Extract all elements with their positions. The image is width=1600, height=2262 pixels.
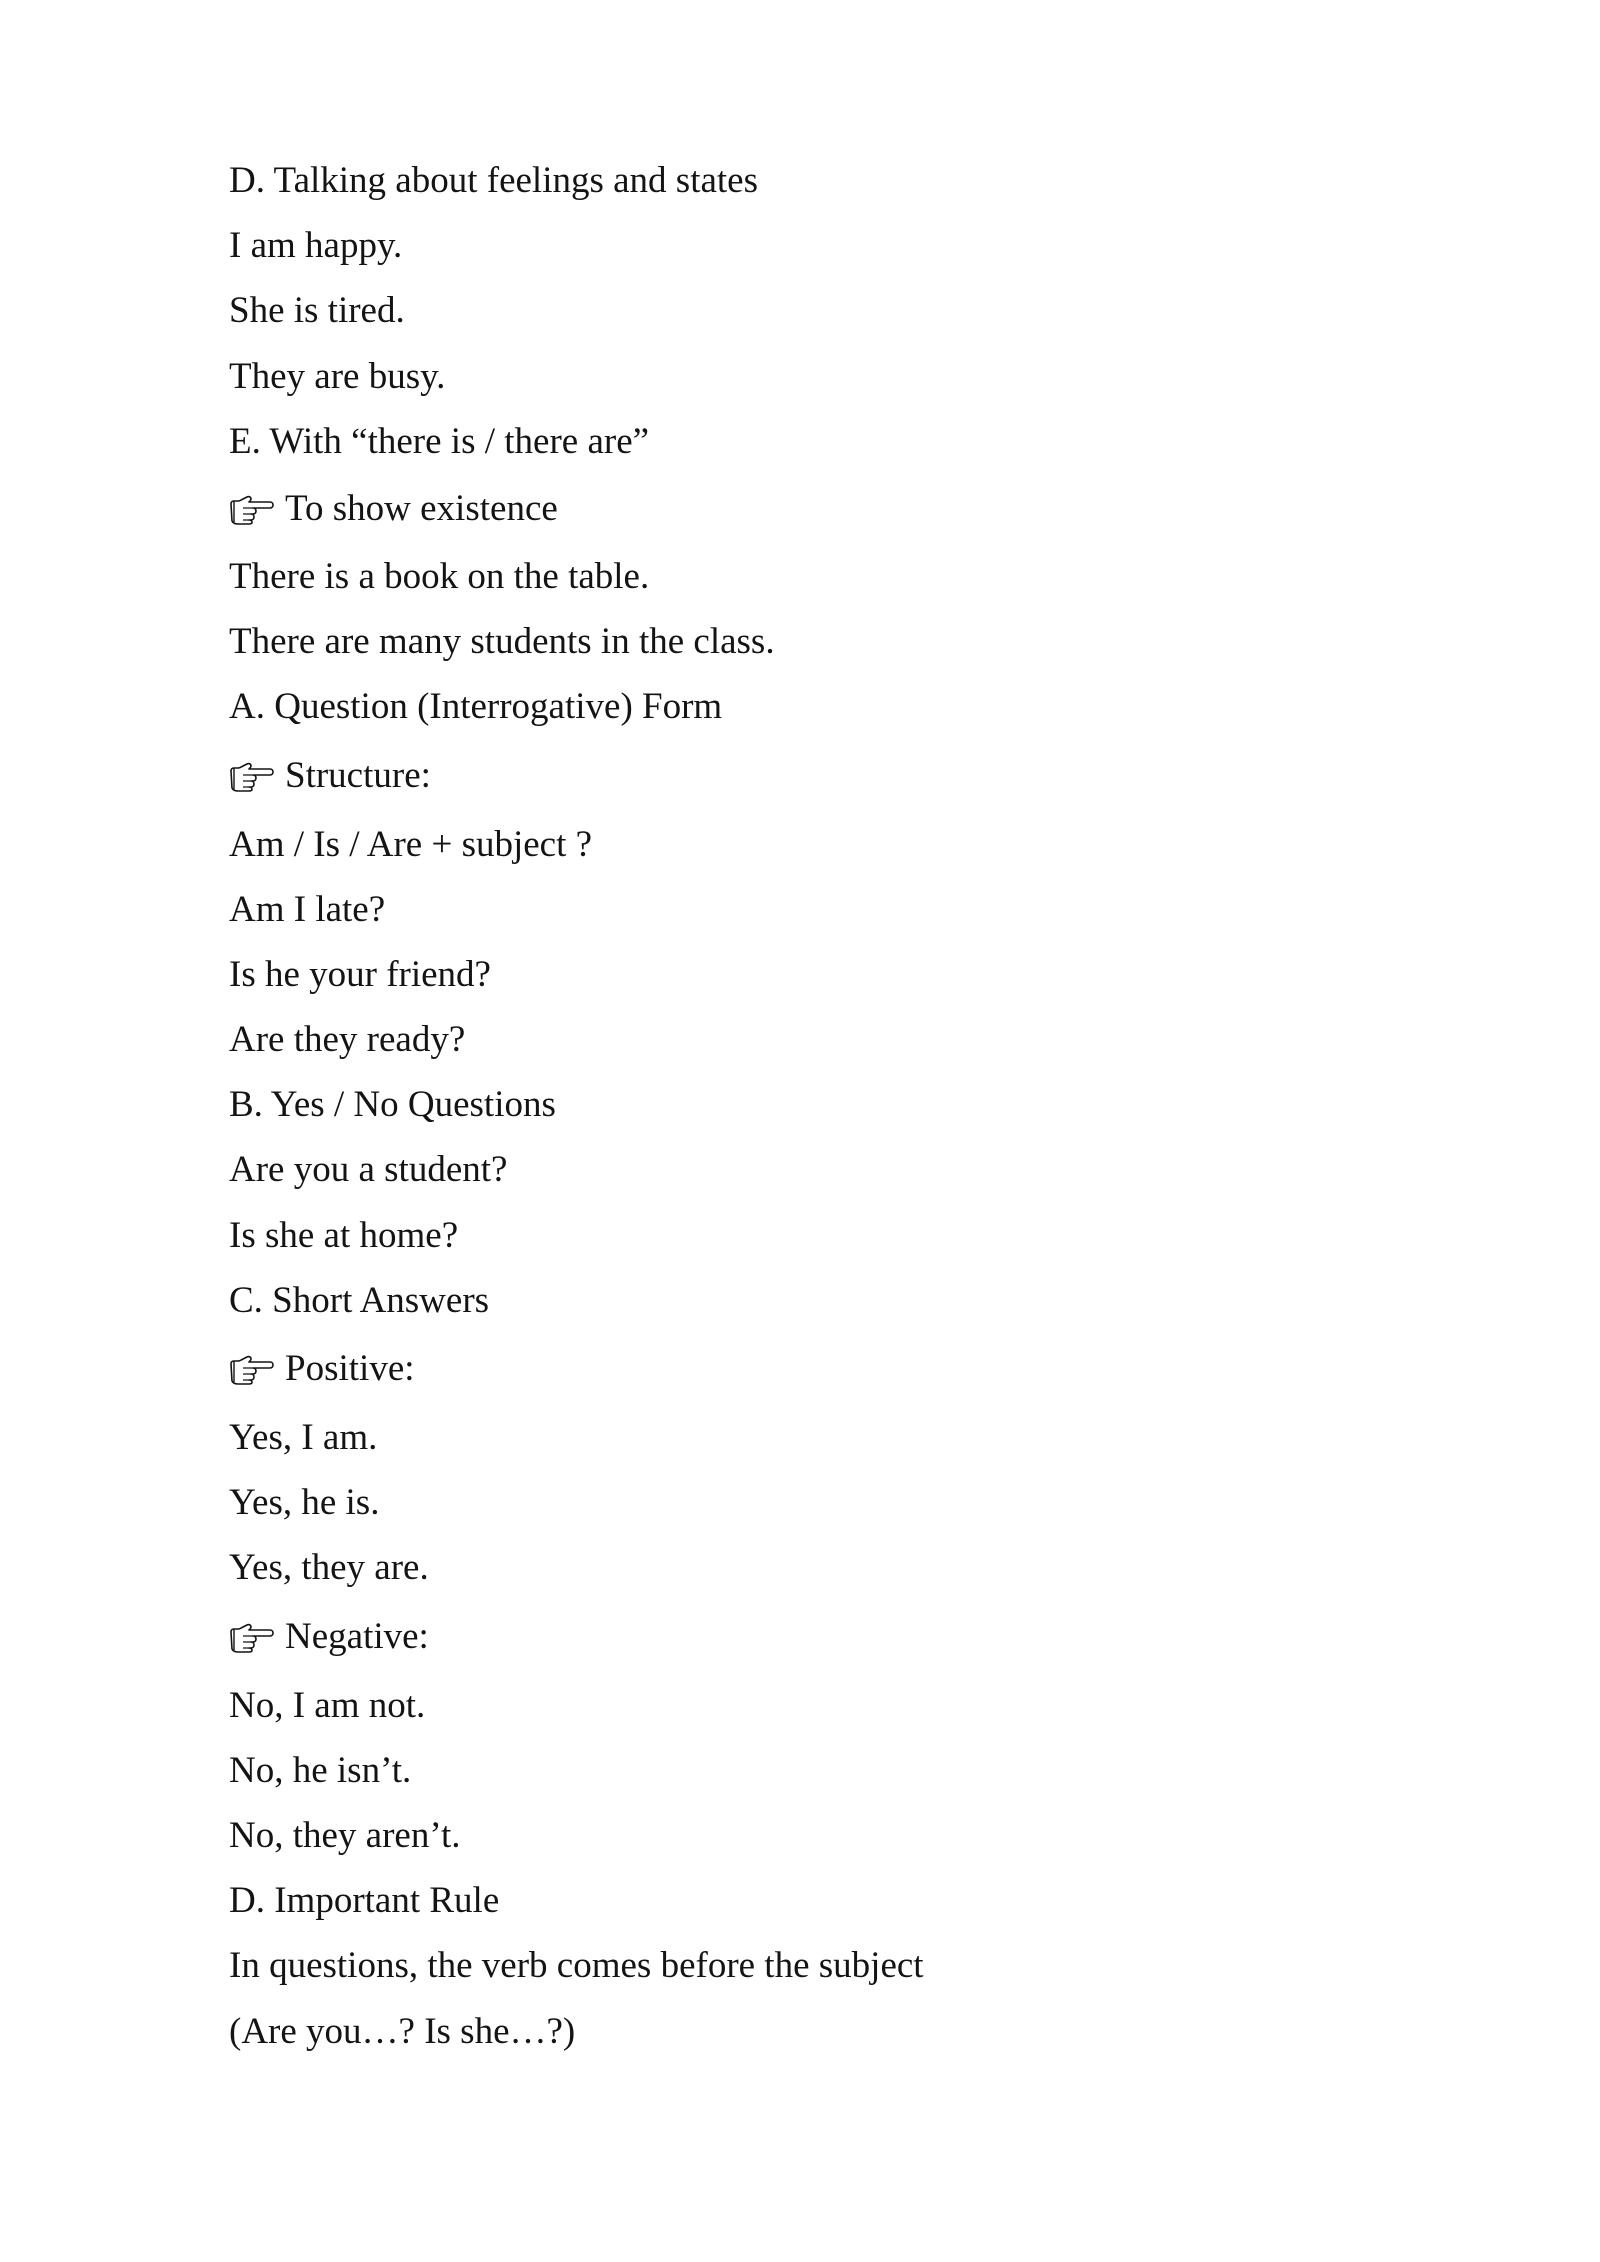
line-text: No, I am not.: [229, 1684, 426, 1726]
line-text: Structure:: [285, 754, 431, 796]
text-line: [229, 674, 1379, 739]
line-text: Am / Is / Are + subject ?: [229, 823, 593, 865]
text-line: [229, 544, 1379, 609]
text-line: [229, 1673, 1379, 1738]
text-line: [229, 148, 1379, 213]
line-text: They are busy.: [229, 355, 446, 397]
line-text: B. Yes / No Questions: [229, 1084, 556, 1126]
text-line: [229, 1470, 1379, 1535]
line-text: C. Short Answers: [229, 1279, 490, 1321]
line-text: No, they aren’t.: [229, 1814, 461, 1856]
text-line: [229, 1738, 1379, 1803]
line-text: Negative:: [285, 1615, 429, 1657]
line-text: Is he your friend?: [229, 953, 491, 995]
pointing-hand-icon: [229, 1355, 275, 1385]
text-line: [229, 1868, 1379, 1933]
line-text: D. Important Rule: [229, 1880, 500, 1922]
text-line: [229, 1137, 1379, 1202]
line-text: In questions, the verb comes before the subject: [229, 1945, 924, 1987]
text-line: [229, 1405, 1379, 1470]
line-text: There are many students in the class.: [229, 621, 775, 663]
pointing-hand-icon: [229, 495, 275, 525]
line-text: Yes, I am.: [229, 1417, 378, 1458]
line-text: Are you a student?: [229, 1149, 508, 1191]
line-text: Am I late?: [229, 888, 386, 930]
line-text: (Are you…? Is she…?): [229, 2010, 576, 2052]
line-text: Positive:: [285, 1348, 415, 1389]
line-text: Yes, they are.: [229, 1547, 429, 1589]
pointing-hand-icon: [229, 1623, 275, 1653]
text-line: [229, 1268, 1379, 1333]
text-line: [229, 877, 1379, 942]
line-text: I am happy.: [229, 225, 403, 267]
text-line: [229, 1535, 1379, 1600]
text-line: [229, 1933, 1379, 1998]
line-text: A. Question (Interrogative) Form: [229, 686, 723, 728]
pointing-hand-icon: [229, 762, 275, 792]
text-line: [229, 609, 1379, 674]
text-line: [229, 1999, 1379, 2064]
line-text: D. Talking about feelings and states: [229, 160, 759, 201]
line-text: Is she at home?: [229, 1214, 459, 1256]
line-text: Are they ready?: [229, 1019, 466, 1061]
text-line: [229, 344, 1379, 409]
text-line: [229, 1072, 1379, 1137]
text-line: [229, 409, 1379, 474]
pointer-line: [229, 1601, 1379, 1673]
text-line: [229, 942, 1379, 1007]
pointer-line: [229, 740, 1379, 812]
pointer-line: [229, 1333, 1379, 1405]
text-line: [229, 1203, 1379, 1268]
line-text: Yes, he is.: [229, 1482, 380, 1524]
line-text: No, he isn’t.: [229, 1749, 412, 1791]
text-line: [229, 278, 1379, 343]
document-body: [229, 148, 1379, 2064]
line-text: She is tired.: [229, 290, 405, 332]
line-text: E. With “there is / there are”: [229, 420, 650, 462]
text-line: [229, 1803, 1379, 1868]
text-line: [229, 213, 1379, 278]
line-text: To show existence: [285, 487, 558, 529]
text-line: [229, 812, 1379, 877]
text-line: [229, 1007, 1379, 1072]
pointer-line: [229, 474, 1379, 544]
line-text: There is a book on the table.: [229, 555, 650, 597]
